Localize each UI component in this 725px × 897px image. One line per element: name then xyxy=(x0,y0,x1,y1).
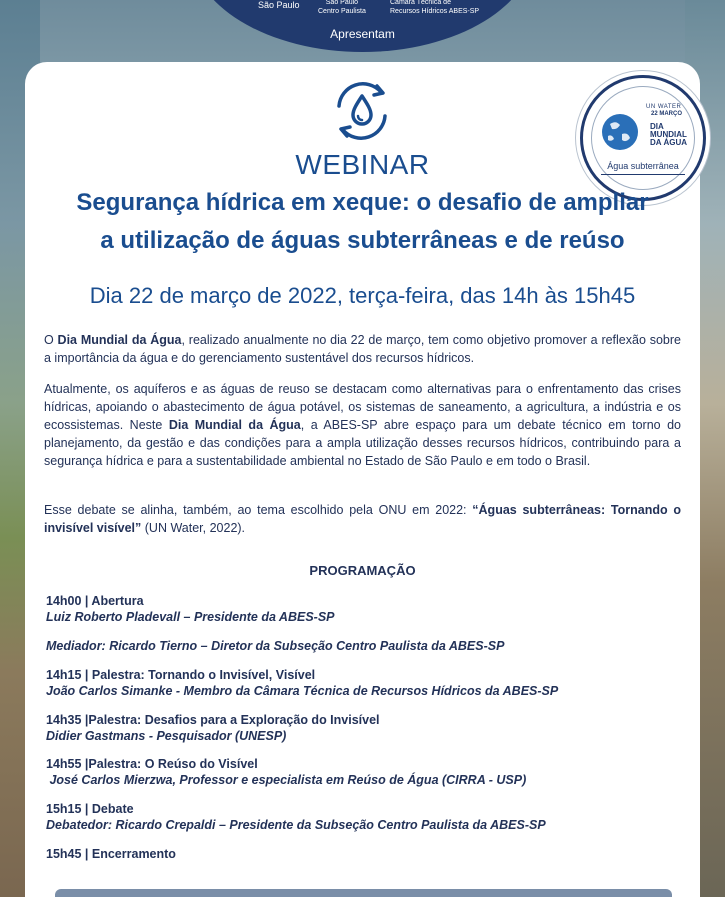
logo-camara-tecnica-line2: Recursos Hídricos ABES-SP xyxy=(390,8,480,15)
event-title xyxy=(30,184,695,260)
p2-text-bold: Dia Mundial da Água xyxy=(168,418,301,432)
p3-text-c: (UN Water, 2022). xyxy=(141,521,246,535)
badge-title-line2: MUNDIAL xyxy=(650,130,687,139)
event-date: Dia 22 de março de 2022, terça-feira, das 14h às 15h45 xyxy=(89,283,636,308)
world-water-day-badge xyxy=(580,75,706,201)
program-item-speaker: Didier Gastmans - Pesquisador (UNESP) xyxy=(46,729,287,743)
program-item xyxy=(46,801,686,833)
event-title-line2: a utilização de águas subterrâneas e de reúso xyxy=(100,227,625,254)
program-item-time: 15h45 | Encerramento xyxy=(46,847,176,861)
p2-text-c: , a ABES-SP abre espaço para um debate técnico em torno do planejamento, da gestão e das condições para a ampla utilização desses recursos hídricos, contribuindo para a segurança hídrica e para a sustentabilidade ambiental no Estado de São Paulo e em todo o Brasil. xyxy=(44,418,681,468)
program-item-speaker: Mediador: Ricardo Tierno – Diretor da Subseção Centro Paulista da ABES-SP xyxy=(46,639,505,653)
program-item-speaker: Luiz Roberto Pladevall – Presidente da ABES-SP xyxy=(46,610,335,624)
badge-title-line1: DIA xyxy=(650,122,664,131)
logo-centro-paulista-line1: São Paulo xyxy=(325,0,359,6)
p1-text-c: , realizado anualmente no dia 22 de março, tem como objetivo promover a reflexão sobre a importância da água e do gerenciamento sustentável dos recursos hídricos. xyxy=(44,333,681,365)
program-item-speaker: Debatedor: Ricardo Crepaldi – Presidente da Subseção Centro Paulista da ABES-SP xyxy=(46,818,546,832)
program-title: PROGRAMAÇÃO xyxy=(309,563,416,578)
program-item-time: 14h35 |Palestra: Desafios para a Exploração do Invisível xyxy=(46,713,380,727)
program-item-time: 15h15 | Debate xyxy=(46,802,134,816)
logo-camara-tecnica xyxy=(390,0,479,16)
program-item-time: 14h15 | Palestra: Tornando o Invisível, Visível xyxy=(46,668,316,682)
logo-camara-tecnica-line1: Câmara Técnica de xyxy=(390,0,451,6)
badge-theme: Água subterrânea xyxy=(607,161,679,171)
program-item xyxy=(46,756,686,788)
presents-label: Apresentam xyxy=(330,27,395,41)
badge-date-line1: 22 MARÇO xyxy=(651,111,683,117)
p1-text-a: O xyxy=(44,333,58,347)
program-item xyxy=(46,712,686,744)
program-item xyxy=(46,593,686,625)
program-item xyxy=(46,638,686,654)
program-item-speaker: José Carlos Mierzwa, Professor e especialista em Reúso de Água (CIRRA - USP) xyxy=(46,773,527,787)
program-item-time: 14h00 | Abertura xyxy=(46,594,144,608)
logo-centro-paulista-line2: Centro Paulista xyxy=(318,8,366,15)
program-item-speaker: João Carlos Simanke - Membro da Câmara Técnica de Recursos Hídricos da ABES-SP xyxy=(46,684,559,698)
program-item-time: 14h55 |Palestra: O Reúso do Visível xyxy=(46,757,258,771)
theme-paragraph xyxy=(44,501,681,537)
badge-un-water: UN WATER xyxy=(646,104,682,110)
footer-bar xyxy=(55,889,672,897)
logo-centro-paulista xyxy=(318,0,366,16)
event-type: WEBINAR xyxy=(295,149,430,180)
badge-date xyxy=(651,111,682,117)
p1-text-bold: Dia Mundial da Água xyxy=(57,333,182,347)
event-title-line1: Segurança hídrica em xeque: o desafio de ampliar xyxy=(76,189,649,216)
p2-text-a: Atualmente, os aquíferos e as águas de reuso se destacam como alternativas para o enfrentamento das crises hídricas, apoiando o abastecimento de água potável, os sistemas de saneamento, a agricultura, a indústria e os ecossistemas. Neste xyxy=(44,382,681,432)
intro-paragraph xyxy=(44,331,681,367)
program-item xyxy=(46,667,686,699)
logo-sao-paulo xyxy=(258,0,300,10)
context-paragraph xyxy=(44,380,681,470)
badge-title xyxy=(650,123,687,147)
p3-text-bold: “Águas subterrâneas: Tornando o invisível visível” xyxy=(44,503,681,535)
water-cycle-icon xyxy=(325,78,399,144)
globe-icon xyxy=(600,112,640,152)
badge-title-line3: DA ÁGUA xyxy=(650,138,688,147)
program-item xyxy=(46,846,686,862)
p3-text-a: Esse debate se alinha, também, ao tema escolhido pela ONU em 2022: xyxy=(44,503,473,517)
logo-sao-paulo-text: São Paulo xyxy=(258,0,300,10)
